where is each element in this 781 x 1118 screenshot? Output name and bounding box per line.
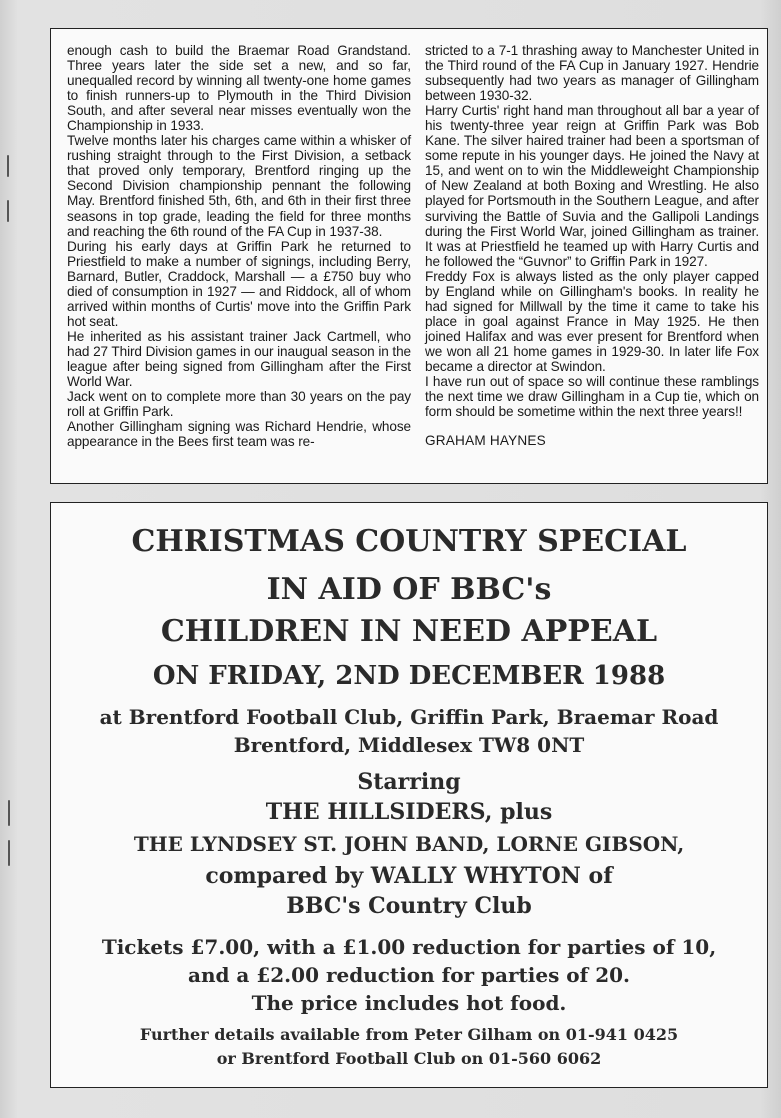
ticket-price-line-2: and a £2.00 reduction for parties of 20. [187, 963, 630, 987]
contact-line-2: or Brentford Football Club on 01-560 6062 [216, 1049, 602, 1068]
article-paragraph: I have run out of space so will continue these ramblings the next time we draw Gillingham in a Cup tie, which on form should be sometime within the next three years!! [425, 374, 759, 420]
supporting-acts: THE LYNDSEY ST. JOHN BAND, LORNE GIBSON, [133, 832, 685, 856]
binding-mark [8, 840, 10, 866]
article-paragraph: Jack went on to complete more than 30 years on the pay roll at Griffin Park. [67, 389, 411, 420]
article-paragraph: Another Gillingham signing was Richard Hendrie, whose appearance in the Bees first team was re- [67, 419, 411, 450]
article-right-column [425, 43, 759, 448]
contact-line-1: Further details available from Peter Gilham on 01-941 0425 [139, 1025, 679, 1044]
headline-act: THE HILLSIDERS, plus [265, 799, 553, 825]
binding-mark [7, 200, 9, 222]
article-paragraph: Freddy Fox is always listed as the only player capped by England while on Gillingham's books. In reality he had signed for Millwall by the time it came to take his place in goal against France in May 1925. He then joined Halifax and was ever present for Brentford when we won all 21 home games in 1929-30. In later life Fox became a director at Swindon. [425, 268, 759, 374]
event-date: ON FRIDAY, 2ND DECEMBER 1988 [152, 661, 666, 691]
article-paragraph: enough cash to build the Braemar Road Grandstand. Three years later the side set a new, and so far, unequalled record by winning all twenty-one home games to finish runners-up to Plymouth in the Third Division South, and after several near misses eventually won the Championship in 1933. [67, 43, 411, 134]
advert-appeal-title: CHILDREN IN NEED APPEAL [160, 614, 658, 649]
article-box [50, 28, 768, 484]
compere-line-2: BBC's Country Club [286, 893, 532, 919]
article-paragraph: During his early days at Griffin Park he returned to Priestfield to make a number of signings, including Berry, Barnard, Butler, Craddock, Marshall — a £750 buy who died of consumption in 1927 — and Riddock, all of whom arrived within months of Curtis' move into the Griffin Park hot seat. [67, 238, 411, 329]
advert-title: CHRISTMAS COUNTRY SPECIAL [131, 524, 687, 559]
ticket-price-line-1: Tickets £7.00, with a £1.00 reduction for parties of 10, [101, 935, 717, 959]
binding-mark [8, 800, 10, 826]
author-byline: GRAHAM HAYNES [425, 433, 546, 449]
ticket-price-line-3: The price includes hot food. [251, 991, 567, 1015]
compere-line-1: compared by WALLY WHYTON of [205, 863, 613, 889]
venue-line-2: Brentford, Middlesex TW8 0NT [233, 733, 585, 757]
article-paragraph: Twelve months later his charges came within a whisker of rushing straight through to the First Division, a setback that proved only temporary, Brentford ringing up the Second Division championship pennant the following May. Brentford finished 5th, 6th, and 6th in their first three seasons in top grade, leading the field for three months and reaching the 6th round of the FA Cup in 1937-38. [67, 133, 411, 239]
venue-line-1: at Brentford Football Club, Griffin Park, Braemar Road [99, 705, 719, 729]
article-paragraph: He inherited as his assistant trainer Jack Cartmell, who had 27 Third Division games in our inaugual season in the league after being signed from Gillingham after the First World War. [67, 328, 411, 390]
event-advert [50, 502, 768, 1088]
advert-subtitle: IN AID OF BBC's [266, 572, 552, 607]
article-paragraph: Harry Curtis' right hand man throughout all bar a year of his twenty-three year reign at Griffin Park was Bob Kane. The silver haired trainer had been a sportsman of some repute in his younger days. He joined the Navy at 15, and went on to win the Middleweight Championship of New Zealand at both Boxing and Wrestling. He also played for Portsmouth in the Southern League, and after surviving the Battle of Suvia and the Gallipoli Landings during the First World War, joined Gillingham as trainer. It was at Priestfield he teamed up with Harry Curtis and he followed the “Guvnor” to Griffin Park in 1927. [425, 103, 759, 269]
article-paragraph: stricted to a 7-1 thrashing away to Manchester United in the Third round of the FA Cup in January 1927. Hendrie subsequently had two years as manager of Gillingham between 1930-32. [425, 43, 759, 104]
binding-mark [7, 155, 9, 177]
starring-label: Starring [357, 769, 461, 795]
article-left-column [67, 43, 411, 449]
